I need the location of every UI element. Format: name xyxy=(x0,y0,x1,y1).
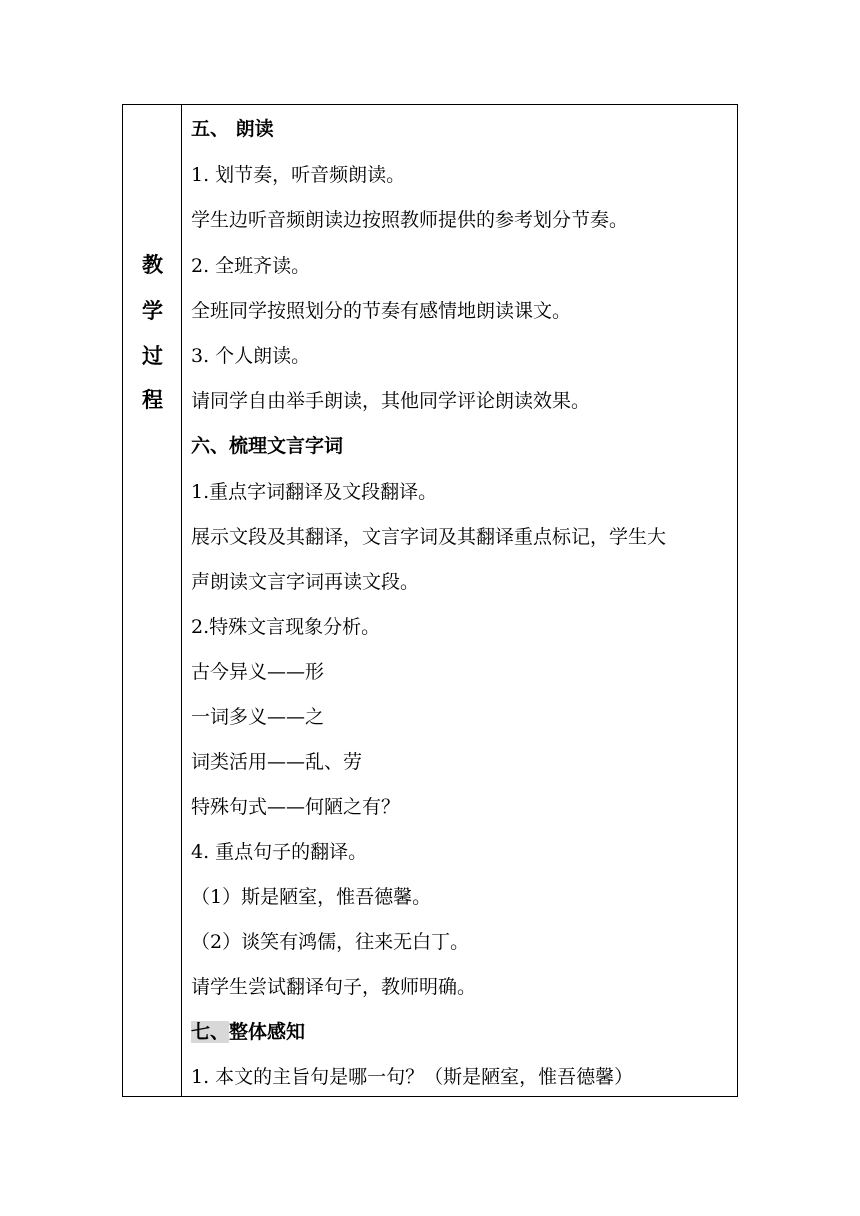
highlighted-heading-number: 七、 xyxy=(191,1021,230,1043)
text-line: 学生边听音频朗读边按照教师提供的参考划分节奏。 xyxy=(191,209,629,231)
side-label-char: 过 xyxy=(142,344,163,368)
text-line: 2. 全班齐读。 xyxy=(191,255,311,277)
text-line: 3. 个人朗读。 xyxy=(191,345,311,367)
text-line: 1. 划节奏，听音频朗读。 xyxy=(191,164,406,186)
text-line: 一词多义——之 xyxy=(191,706,325,728)
side-label-char: 教 xyxy=(142,253,163,277)
text-line: 词类活用——乱、劳 xyxy=(191,751,363,773)
text-line: 特殊句式——何陋之有？ xyxy=(191,796,401,818)
text-line: 声朗读文言字词再读文段。 xyxy=(191,571,420,593)
text-line: 4. 重点句子的翻译。 xyxy=(191,841,368,863)
text-line: （1）斯是陋室，惟吾德馨。 xyxy=(191,886,432,908)
section-heading-text: 整体感知 xyxy=(229,1021,306,1043)
text-line: 1.重点字词翻译及文段翻译。 xyxy=(191,481,438,503)
section-heading: 五、 朗读 xyxy=(191,118,274,140)
lesson-table xyxy=(122,104,738,1097)
text-line: 请学生尝试翻译句子，教师明确。 xyxy=(191,976,477,998)
text-line: 展示文段及其翻译，文言字词及其翻译重点标记，学生大 xyxy=(191,526,667,548)
section-heading: 六、梳理文言字词 xyxy=(191,435,344,457)
text-line: 2.特殊文言现象分析。 xyxy=(191,616,381,638)
text-line: （2）谈笑有鸿儒，往来无白丁。 xyxy=(191,931,470,953)
text-line: 请同学自由举手朗读，其他同学评论朗读效果。 xyxy=(191,390,591,412)
text-line: 1. 本文的主旨句是哪一句？（斯是陋室，惟吾德馨） xyxy=(191,1066,634,1088)
text-line: 古今异义——形 xyxy=(191,661,325,683)
section-heading xyxy=(191,1020,731,1044)
side-label-char: 程 xyxy=(142,388,163,412)
side-label-char: 学 xyxy=(142,299,163,323)
text-line: 全班同学按照划分的节奏有感情地朗读课文。 xyxy=(191,300,572,322)
side-label-cell xyxy=(123,105,182,1096)
content-cell xyxy=(183,105,737,1096)
